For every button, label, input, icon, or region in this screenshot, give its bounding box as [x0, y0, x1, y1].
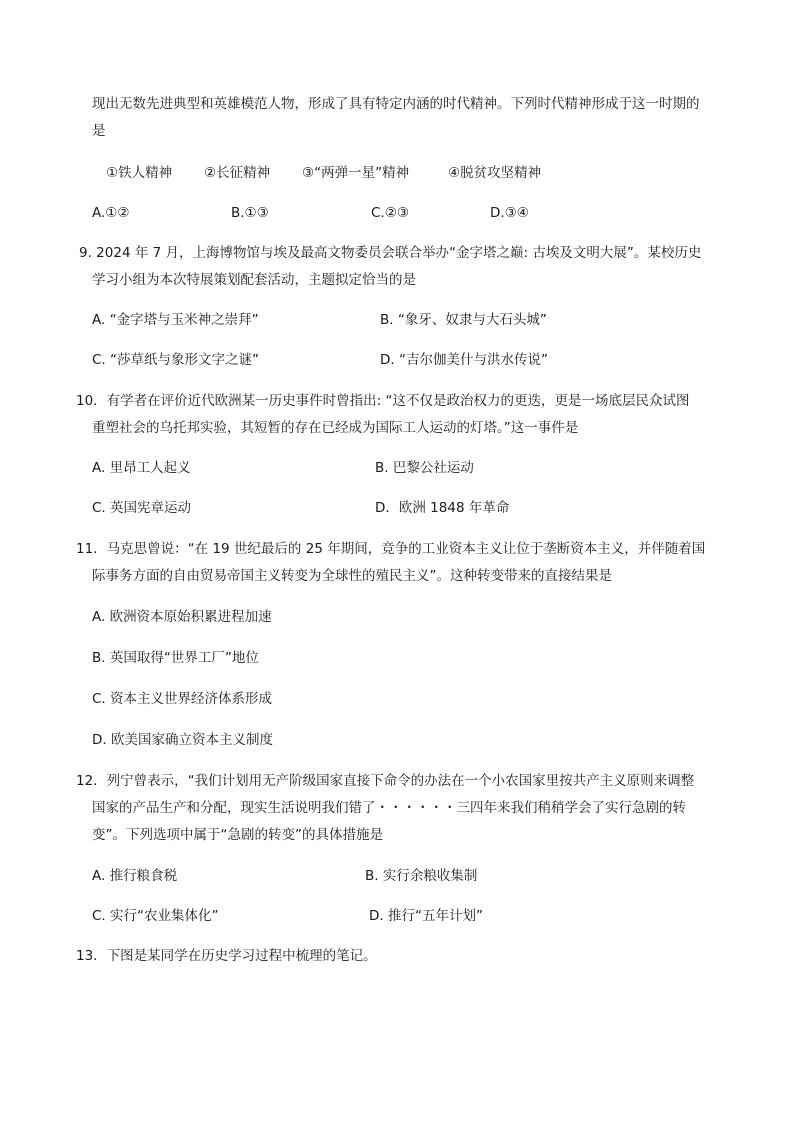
- q12-stem-line1: 12．列宁曾表示，“我们计划用无产阶级国家直接下命令的办法在一个小农国家里按共产主义原则来调整: [76, 773, 695, 789]
- q11-option-a[interactable]: A. 欧洲资本原始积累进程加速: [92, 609, 272, 625]
- q8-item-2: ②长征精神: [204, 165, 271, 181]
- q8-stem-line1: 现出无数先进典型和英雄模范人物，形成了具有特定内涵的时代精神。下列时代精神形成于这一时期的: [92, 96, 700, 112]
- q8-item-3: ③“两弹一星”精神: [302, 165, 410, 181]
- q8-option-c[interactable]: C.②③: [371, 205, 409, 221]
- q13-stem-line1: 13．下图是某同学在历史学习过程中梳理的笔记。: [76, 948, 377, 964]
- q8-item-1: ①铁人精神: [106, 165, 173, 181]
- q8-option-b[interactable]: B.①③: [231, 205, 269, 221]
- q12-stem-line3: 变”。下列选项中属于“急剧的转变”的具体措施是: [92, 827, 383, 843]
- q9-stem-line2: 学习小组为本次特展策划配套活动，主题拟定恰当的是: [92, 272, 416, 288]
- q10-option-a[interactable]: A. 里昂工人起义: [92, 460, 191, 476]
- q10-stem-line1: 10．有学者在评价近代欧洲某一历史事件时曾指出: “这不仅是政治权力的更迭，更是一场底层民众试图: [76, 393, 690, 409]
- q8-option-a[interactable]: A.①②: [92, 205, 130, 221]
- q9-option-a[interactable]: A. “金字塔与玉米神之崇拜”: [92, 312, 259, 328]
- q12-option-c[interactable]: C. 实行“农业集体化”: [92, 908, 219, 924]
- q10-stem-line2: 重塑社会的乌托邦实验，其短暂的存在已经成为国际工人运动的灯塔。”这一事件是: [92, 420, 579, 436]
- q9-option-d[interactable]: D. “吉尔伽美什与洪水传说”: [380, 352, 548, 368]
- q10-option-d[interactable]: D．欧洲 1848 年革命: [375, 500, 510, 516]
- q11-stem-line1: 11．马克思曾说：“在 19 世纪最后的 25 年期间，竞争的工业资本主义让位于垄断资本主义，并伴随着国: [76, 541, 706, 557]
- q9-stem-line1: 9. 2024 年 7 月，上海博物馆与埃及最高文物委员会联合举办“金字塔之巅: 古埃及文明大展”。某校历史: [79, 245, 702, 261]
- q8-item-4: ④脱贫攻坚精神: [448, 165, 542, 181]
- q8-option-d[interactable]: D.③④: [490, 205, 529, 221]
- q11-option-d[interactable]: D. 欧美国家确立资本主义制度: [92, 732, 273, 748]
- q9-option-c[interactable]: C. “莎草纸与象形文字之谜”: [92, 352, 259, 368]
- q12-option-a[interactable]: A. 推行粮食税: [92, 868, 178, 884]
- q12-option-d[interactable]: D. 推行“五年计划”: [369, 908, 483, 924]
- q11-option-b[interactable]: B. 英国取得“世界工厂”地位: [92, 650, 259, 666]
- q11-stem-line2: 际事务方面的自由贸易帝国主义转变为全球性的殖民主义”。这种转变带来的直接结果是: [92, 568, 612, 584]
- q10-option-b[interactable]: B. 巴黎公社运动: [375, 460, 474, 476]
- q12-stem-line2: 国家的产品生产和分配，现实生活说明我们错了・・・・・・三四年来我们稍稍学会了实行急剧的转: [92, 800, 686, 816]
- q10-option-c[interactable]: C. 英国宪章运动: [92, 500, 192, 516]
- q9-option-b[interactable]: B. “象牙、奴隶与大石头城”: [380, 312, 547, 328]
- q12-option-b[interactable]: B. 实行余粮收集制: [365, 868, 478, 884]
- q11-option-c[interactable]: C. 资本主义世界经济体系形成: [92, 691, 273, 707]
- q8-stem-line2: 是: [92, 123, 106, 139]
